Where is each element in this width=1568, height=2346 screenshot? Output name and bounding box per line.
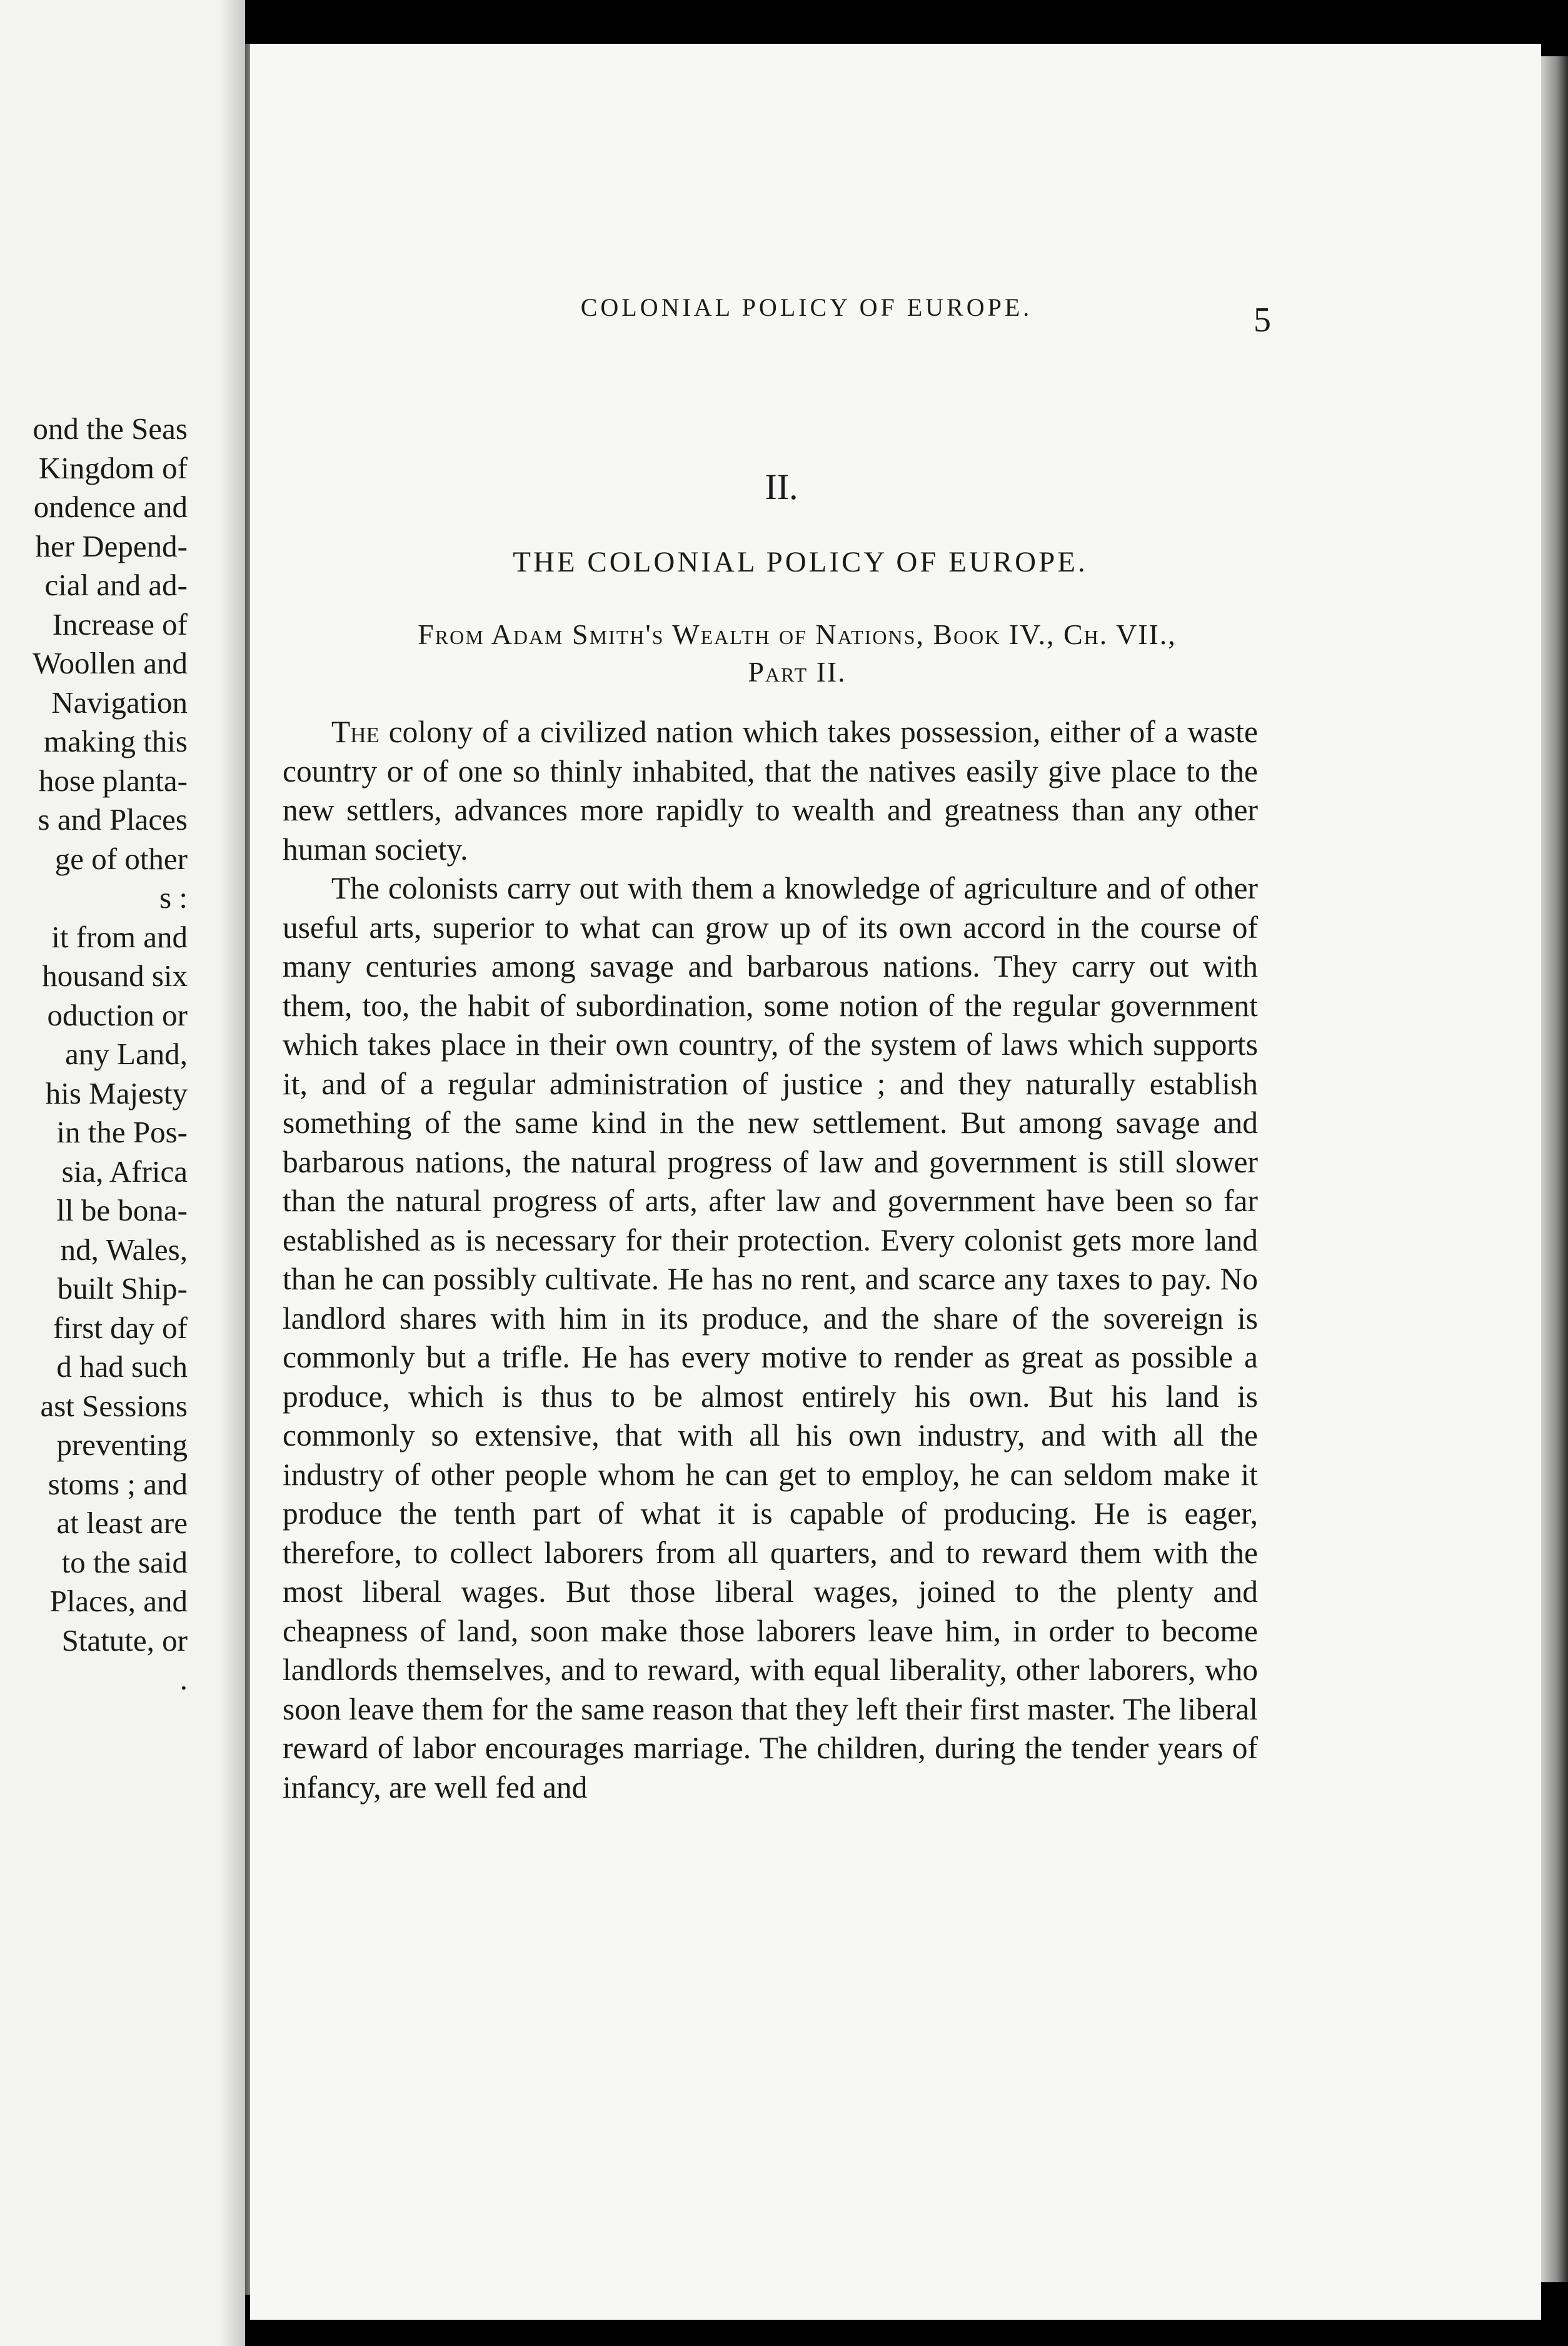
paragraph-1-lead: The — [331, 715, 379, 749]
left-page-line: oduction or — [47, 997, 188, 1032]
chapter-title: THE COLONIAL POLICY OF EUROPE. — [513, 546, 1088, 578]
left-page-line: . — [179, 1662, 188, 1696]
body-text — [283, 713, 1258, 1807]
left-page-line: Statute, or — [61, 1623, 188, 1658]
running-head: COLONIAL POLICY OF EUROPE. — [580, 293, 1033, 321]
left-page-line: his Majesty — [45, 1075, 188, 1110]
left-page-line: making this — [43, 724, 188, 758]
left-page-line: to the said — [61, 1544, 188, 1579]
left-page-line: built Ship- — [57, 1271, 188, 1306]
left-page-text — [0, 410, 188, 1699]
left-page-line: d had such — [56, 1349, 188, 1384]
chapter-numeral: II. — [765, 466, 798, 507]
left-facing-page — [0, 0, 245, 2346]
source-line-1: From Adam Smith's Wealth of Nations, Book IV., Ch. VII., — [418, 618, 1177, 650]
left-page-line: stoms ; and — [48, 1466, 188, 1501]
left-page-line: ast Sessions — [40, 1388, 188, 1423]
left-page-line: ondence and — [33, 490, 188, 524]
paragraph-2: The colonists carry out with them a knowledge of agriculture and of other useful arts, superior to what can grow up of its own accord in the course of many centuries among savage and barbarous nations. They carry out with them, too, the habit of subordination, some notion of the regular government which takes place in their own country, of the system of laws which supports it, and of a regular administration of justice ; and they naturally establish something of the same kind in the new settlement. But among savage and barbarous nations, the natural progress of law and government is still slower than the natural progress of arts, after law and government have been so far established as is necessary for their protection. Every colonist gets more land than he can possibly cultivate. He has no rent, and scarce any taxes to pay. No landlord shares with him in its produce, and the share of the sovereign is commonly but a trifle. He has every motive to render as great as possible a produce, which is thus to be almost entirely his own. But his land is commonly so extensive, that with all his own industry, and with all the industry of other people whom he can get to employ, he can seldom make it produce the tenth part of what it is capable of producing. He is eager, therefore, to collect laborers from all quarters, and to reward them with the most liberal wages. But those liberal wages, joined to the plenty and cheapness of land, soon make those laborers leave him, in order to become landlords themselves, and to reward, with equal liberality, other laborers, who soon leave them for the same reason that they left their first master. The liberal reward of labor encourages marriage. The children, during the tender years of infancy, are well fed and — [283, 871, 1258, 1805]
left-page-line: Kingdom of — [38, 450, 188, 485]
source-citation — [316, 616, 1279, 691]
left-page-line: Places, and — [49, 1584, 188, 1618]
left-page-line: housand six — [42, 959, 188, 993]
left-page-line: sia, Africa — [61, 1154, 188, 1189]
left-page-line: hose planta- — [38, 763, 188, 798]
left-page-line: any Land, — [65, 1037, 188, 1071]
left-page-line: at least are — [56, 1506, 188, 1540]
paragraph-1-text: colony of a civilized nation which takes possession, either of a waste country or of one so thinly inhabited, that the natives easily give place to the new settlers, advances more rapidly to wealth and greatness than any other human society. — [283, 715, 1258, 867]
left-page-line: ll be bona- — [56, 1193, 188, 1227]
page-edge — [1541, 56, 1568, 2282]
left-page-line: nd, Wales, — [60, 1232, 188, 1267]
left-page-line: it from and — [51, 919, 188, 954]
left-page-line: first day of — [53, 1310, 188, 1345]
left-page-line: her Depend- — [35, 528, 188, 563]
left-page-line: s and Places — [38, 802, 188, 837]
left-page-line: Increase of — [52, 607, 188, 642]
left-page-line: preventing — [56, 1427, 188, 1462]
left-gutter-shadow — [220, 0, 245, 2346]
left-page-line: cial and ad- — [44, 568, 188, 602]
left-page-line: Navigation — [51, 685, 188, 720]
left-page-line: in the Pos- — [56, 1115, 188, 1149]
page-number: 5 — [1254, 301, 1271, 340]
left-page-line: ond the Seas — [33, 411, 188, 446]
source-line-2: Part II. — [748, 656, 847, 688]
left-page-line: s : — [159, 880, 188, 915]
left-page-line: Woollen and — [33, 646, 188, 680]
left-page-line: ge of other — [54, 841, 188, 876]
paragraph-1 — [283, 713, 1258, 869]
